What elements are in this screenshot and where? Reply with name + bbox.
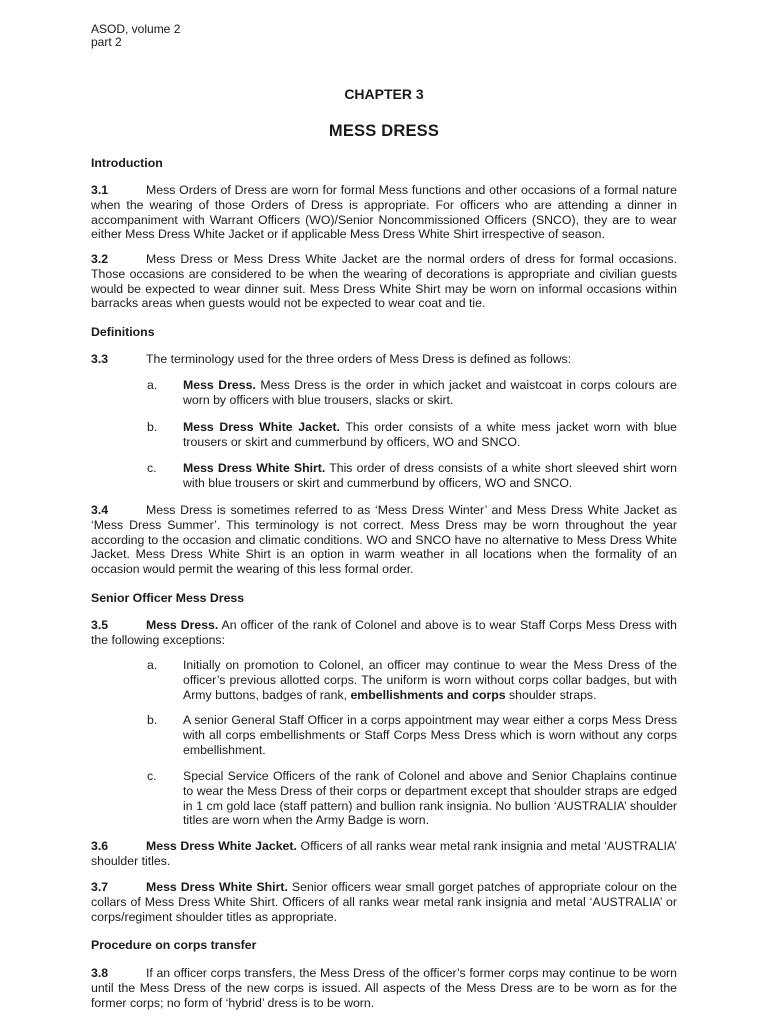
document-header (91, 23, 180, 49)
paragraph-number: 3.8 (91, 966, 109, 980)
paragraph-bold-lead: Mess Dress White Jacket. (146, 839, 297, 853)
paragraph-bold-lead: Mess Dress. (146, 618, 219, 632)
paragraph-3-5 (91, 618, 677, 648)
section-heading-senior-officer: Senior Officer Mess Dress (91, 591, 245, 605)
paragraph-number: 3.2 (91, 252, 109, 266)
subparagraph-text: Mess Dress. Mess Dress is the order in which jacket and waistcoat in corps colours are worn by officers with blue trousers, slacks or skirt. (183, 378, 677, 407)
subparagraph-text: A senior General Staff Officer in a corps appointment may wear either a corps Mess Dress with all corps embellishments or Staff Corps Mess Dress which is worn without any corps embellishment. (183, 713, 677, 757)
paragraph-bold-lead: Mess Dress White Shirt. (146, 880, 288, 894)
paragraph-3-3 (91, 352, 677, 367)
paragraph-3-8 (91, 966, 677, 1010)
paragraph-number: 3.3 (91, 352, 109, 366)
paragraph-3-7 (91, 880, 677, 924)
subparagraph-letter: c. (147, 461, 157, 475)
paragraph-number: 3.7 (91, 880, 109, 894)
paragraph-3-6 (91, 839, 677, 869)
paragraph-text: An officer of the rank of Colonel and above is to wear Staff Corps Mess Dress with the following exceptions: (91, 618, 677, 647)
section-heading-corps-transfer: Procedure on corps transfer (91, 938, 257, 952)
paragraph-text: If an officer corps transfers, the Mess Dress of the officer’s former corps may continue to be worn until the Mess Dress of the new corps is issued. All aspects of the Mess Dress are to be worn as for the former corps; no form of ‘hybrid’ dress is to be worn. (91, 966, 677, 1010)
paragraph-number: 3.6 (91, 839, 109, 853)
section-heading-introduction: Introduction (91, 156, 163, 170)
subparagraph-letter: c. (147, 769, 157, 783)
subparagraph-text: Special Service Officers of the rank of Colonel and above and Senior Chaplains continue to wear the Mess Dress of their corps or department except that shoulder straps are edged in 1 cm gold lace (staff pattern) and bullion rank insignia. No bullion ‘AUSTRALIA’ shoulder titles are worn when the Army Badge is worn. (183, 769, 677, 828)
subparagraph-letter: a. (147, 658, 158, 672)
paragraph-3-4 (91, 503, 677, 577)
paragraph-3-1 (91, 183, 677, 242)
chapter-number: CHAPTER 3 (344, 86, 424, 102)
paragraph-text: Mess Orders of Dress are worn for formal Mess functions and other occasions of a formal nature when the wearing of those Orders of Dress is appropriate. For officers who are attending a dinner in accompaniment with Warrant Officers (WO)/Senior Noncommissioned Officers (SNCO), they are to wear either Mess Dress White Jacket or if applicable Mess Dress White Shirt irrespective of season. (91, 183, 677, 242)
paragraph-text: Mess Dress or Mess Dress White Jacket are the normal orders of dress for formal occasions. Those occasions are considered to be when the wearing of decorations is appropriate and civilian guests would be expected to wear dinner suit. Mess Dress White Shirt may be worn on informal occasions within barracks areas when guests would not be expected to wear coat and tie. (91, 252, 677, 311)
subparagraph-text: Mess Dress White Shirt. This order of dress consists of a white short sleeved shirt worn with blue trousers or skirt and cummerbund by officers, WO and SNCO. (183, 461, 677, 490)
paragraph-number: 3.1 (91, 183, 109, 197)
paragraph-text: The terminology used for the three orders of Mess Dress is defined as follows: (146, 352, 572, 366)
subparagraph-text: Initially on promotion to Colonel, an officer may continue to wear the Mess Dress of the officer’s previous allotted corps. The uniform is worn without corps collar badges, but with Army buttons, badges of rank, embellishments and corps shoulder straps. (183, 658, 677, 702)
paragraph-text: Officers of all ranks wear metal rank insignia and metal ‘AUSTRALIA’ shoulder titles. (91, 839, 677, 868)
subparagraph-text: Mess Dress White Jacket. This order consists of a white mess jacket worn with blue trousers or skirt and cummerbund by officers, WO and SNCO. (183, 420, 677, 449)
paragraph-number: 3.4 (91, 503, 109, 517)
subparagraph-letter: b. (147, 420, 158, 434)
section-heading-definitions: Definitions (91, 325, 155, 339)
paragraph-3-2 (91, 252, 677, 311)
paragraph-text: Mess Dress is sometimes referred to as ‘Mess Dress Winter’ and Mess Dress White Jacket as ‘Mess Dress Summer’. This terminology is not correct. Mess Dress may be worn throughout the year according to the occasion and climatic conditions. WO and SNCO have no alternative to Mess Dress White Jacket. Mess Dress White Shirt is an option in warm weather in all locations when the formality of an occasion would permit the wearing of this less formal order. (91, 503, 677, 577)
paragraph-number: 3.5 (91, 618, 109, 632)
paragraph-text: Senior officers wear small gorget patches of appropriate colour on the collars of Mess Dress White Shirt. Officers of all ranks wear metal rank insignia and metal ‘AUSTRALIA’ or corps/regiment shoulder titles as appropriate. (91, 880, 678, 924)
chapter-title: MESS DRESS (328, 122, 440, 140)
subparagraph-letter: a. (147, 378, 158, 392)
header-volume: ASOD, volume 2 (91, 22, 181, 36)
subparagraph-letter: b. (147, 713, 158, 727)
header-part: part 2 (91, 35, 122, 49)
